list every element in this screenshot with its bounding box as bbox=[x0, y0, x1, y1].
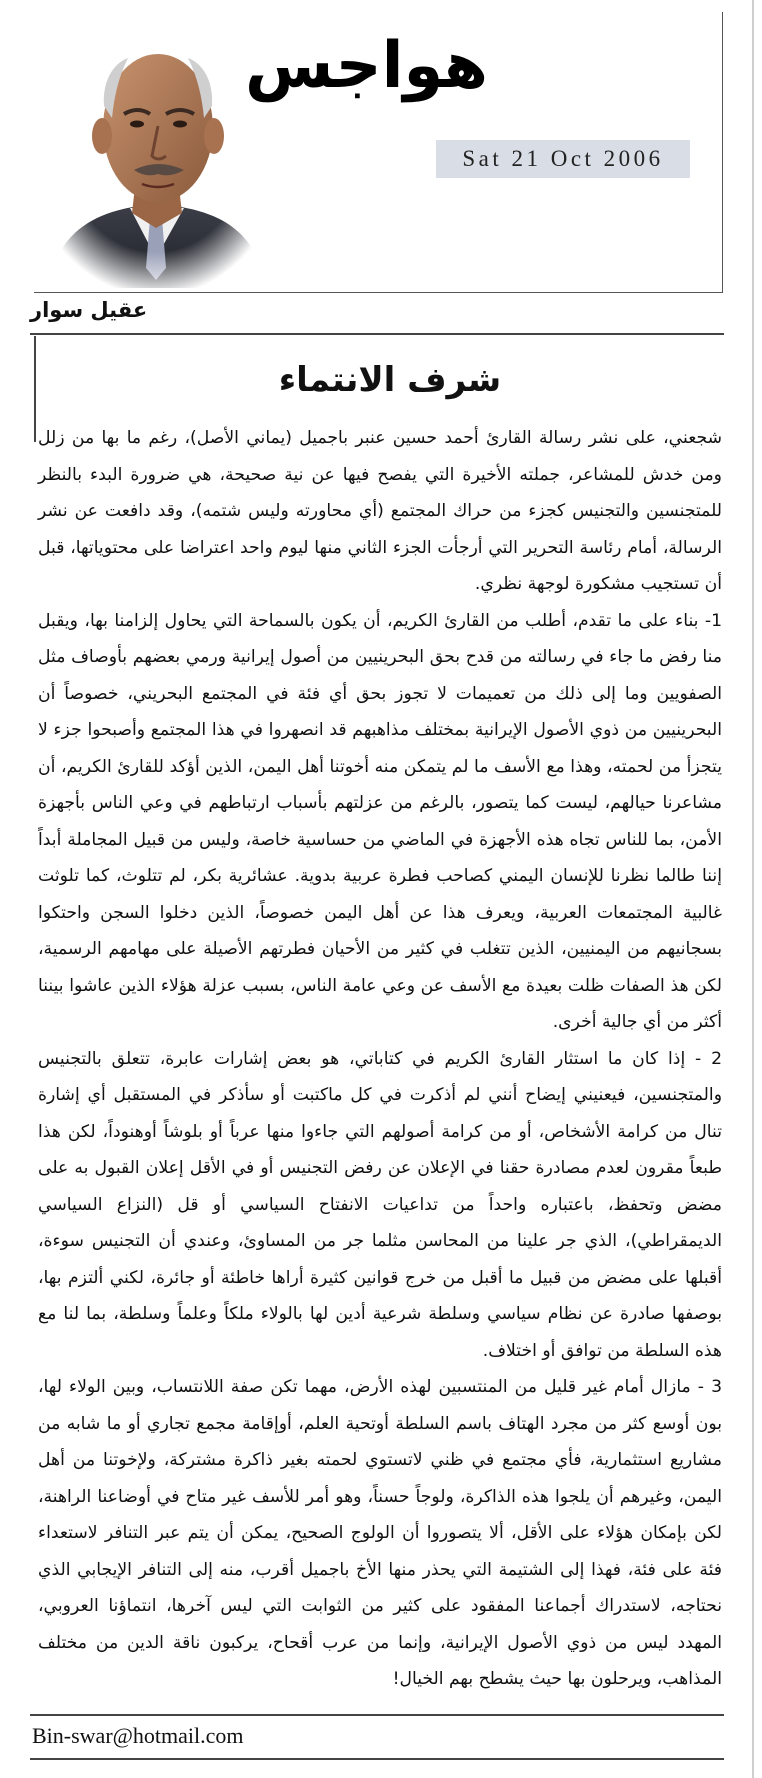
page-edge-line bbox=[752, 0, 754, 1778]
article-paragraph-1: 1- بناء على ما تقدم، أطلب من القارئ الكريم، أن يكون بالسماحة التي يحاول إلزامنا بها، ويقبل منا رفض ما جاء في رسالته من قدح بحق البحرينيين من أصول إيرانية ورمي بعضهم بأوصاف مثل الصفويين وما إلى ذلك من تعميمات لا تجوز بحق أي فئة في المجتمع البحريني، خصوصاً أن البحرينيين من ذوي الأصول الإيرانية بمختلف مذاهبهم قد انصهروا في هذا المجتمع وأصبحوا جزء لا يتجزأ من لحمته، وهذا مع الأسف ما لم يتمكن منه أخوتنا أهل اليمن، الذين أؤكد للقارئ الكريم، أن مشاعرنا حيالهم، ليست كما يتصور، بالرغم من عزلتهم بأسباب ارتباطهم في وعي الناس بأجهزة الأمن، بما للناس تجاه هذه الأجهزة في الماضي من حساسية خاصة، وليس من قبيل المجاملة أبداً إننا طالما نظرنا للإنسان اليمني كصاحب فطرة عربية بدوية. عشائرية بكر، لم تتلوث، كما تلوثت غالبية المجتمعات العربية، ويعرف هذا عن أهل اليمن خصوصاً، الذين دخلوا السجن واحتكوا بسجانيهم من اليمنيين، الذين تتغلب في كثير من الأحيان فطرتهم الأصيلة على مهامهم الرسمية، لكن هذ الصفات ظلت بعيدة مع الأسف عن وعي عامة الناس، بسبب عزلة هؤلاء الذين عاشوا بيننا أكثر من أي جالية أخرى. bbox=[38, 610, 722, 1032]
article-paragraph-intro: شجعني، على نشر رسالة القارئ أحمد حسين عنبر باجميل (يماني الأصل)، رغم ما بها من زلل ومن خدش للمشاعر، جملته الأخيرة التي يفصح فيها عن نية صحيحة، هي ضرورة البدء بالنظر للمتجنسين والتجنيس كجزء من حراك المجتمع (أي محاورته وليس شتمه)، وقد دافعت عن نشر الرسالة، أمام رئاسة التحرير التي أرجأت الجزء الثاني منها ليوم واحد اعتراضا على محتوياتها، قبل أن تستجيب مشكورة لوجهة نظري. bbox=[38, 428, 722, 594]
footer-divider-top bbox=[30, 1714, 724, 1716]
article-title: شرف الانتماء bbox=[278, 360, 502, 400]
article-paragraph-2: 2 - إذا كان ما استثار القارئ الكريم في كتاباتي، هو بعض إشارات عابرة، تتعلق بالتجنيس والمتجنسين، فيعنيني إيضاح أنني لم أذكرت في كل ماكتبت أو سأذكر في المستقبل أي إشارة تنال من كرامة الأشخاص، أو من كرامة أصولهم التي جاءوا منها عرباً أو بلوشاً أوهنوداً، لكن هذا طبعاً مقرون لعدم مصادرة حقنا في الإعلان عن رفض التجنيس أو في الأقل إعلان القبول به على مضض وتحفظ، باعتباره واحداً من تداعيات الانفتاح السياسي أو قل (النزاع السياسي الديمقراطي)، الذي جر علينا من المحاسن مثلما جر من المساوئ، وعندي أن التجنيس سوءة، أقبلها على مضض من قبيل ما أقبل من خرج قوانين كثيرة أراها خاطئة أو جائرة، لكني ألتزم بها، بوصفها صادرة عن نظام سياسي وسلطة شرعية أدين لها بالولاء ملكاً وعلماً وسلطة، بما لنا مع هذه السلطة من توافق أو اختلاف. bbox=[38, 1048, 722, 1361]
article-paragraph-3: 3 - مازال أمام غير قليل من المنتسبين لهذه الأرض، مهما تكن صفة اللانتساب، وبين الولاء لها، بون أوسع كثر من مجرد الهتاف باسم السلطة أوتحية العلم، أوإقامة مجمع تجاري أو ما شابه من مشاريع استثمارية، فأي مجتمع في ظني لاتستوي لحمته بغير ذاكرة مشتركة، ولإخوتنا من أهل اليمن، وغيرهم أن يلجوا هذه الذاكرة، ولوجاً حسناً، وهو أمر للأسف غير متاح في أوضاعنا الراهنة، لكن بإمكان هؤلاء على الأقل، ألا يتصوروا أن الولوج الصحيح، يمكن أن يتم عبر التنافر لاستعداء فئة على فئة، فهذا إلى الشتيمة التي يحذر منها الأخ باجميل أقرب، منه إلى التنافر الإيجابي الذي نحتاجه، لاستدراك أجماعنا المفقود على كثير من الثوابت التي ليس آخرها، انتماؤنا العروبي، المهدد ليس من ذوي الأصول الإيرانية، وإنما من عرب أقحاح، يركبون ناقة الدين من مختلف المذاهب، ويرحلون بها حيث يشطح بهم الخيال! bbox=[38, 1377, 722, 1689]
header-divider bbox=[30, 333, 724, 335]
footer-divider-bottom bbox=[30, 1758, 724, 1760]
column-title: هواجس bbox=[244, 29, 488, 103]
article-left-border bbox=[34, 336, 36, 442]
article-body bbox=[38, 420, 722, 1690]
publication-date: Sat 21 Oct 2006 bbox=[436, 140, 690, 178]
author-name: عقيل سوار bbox=[30, 298, 148, 322]
author-email[interactable]: Bin-swar@hotmail.com bbox=[32, 1723, 244, 1748]
